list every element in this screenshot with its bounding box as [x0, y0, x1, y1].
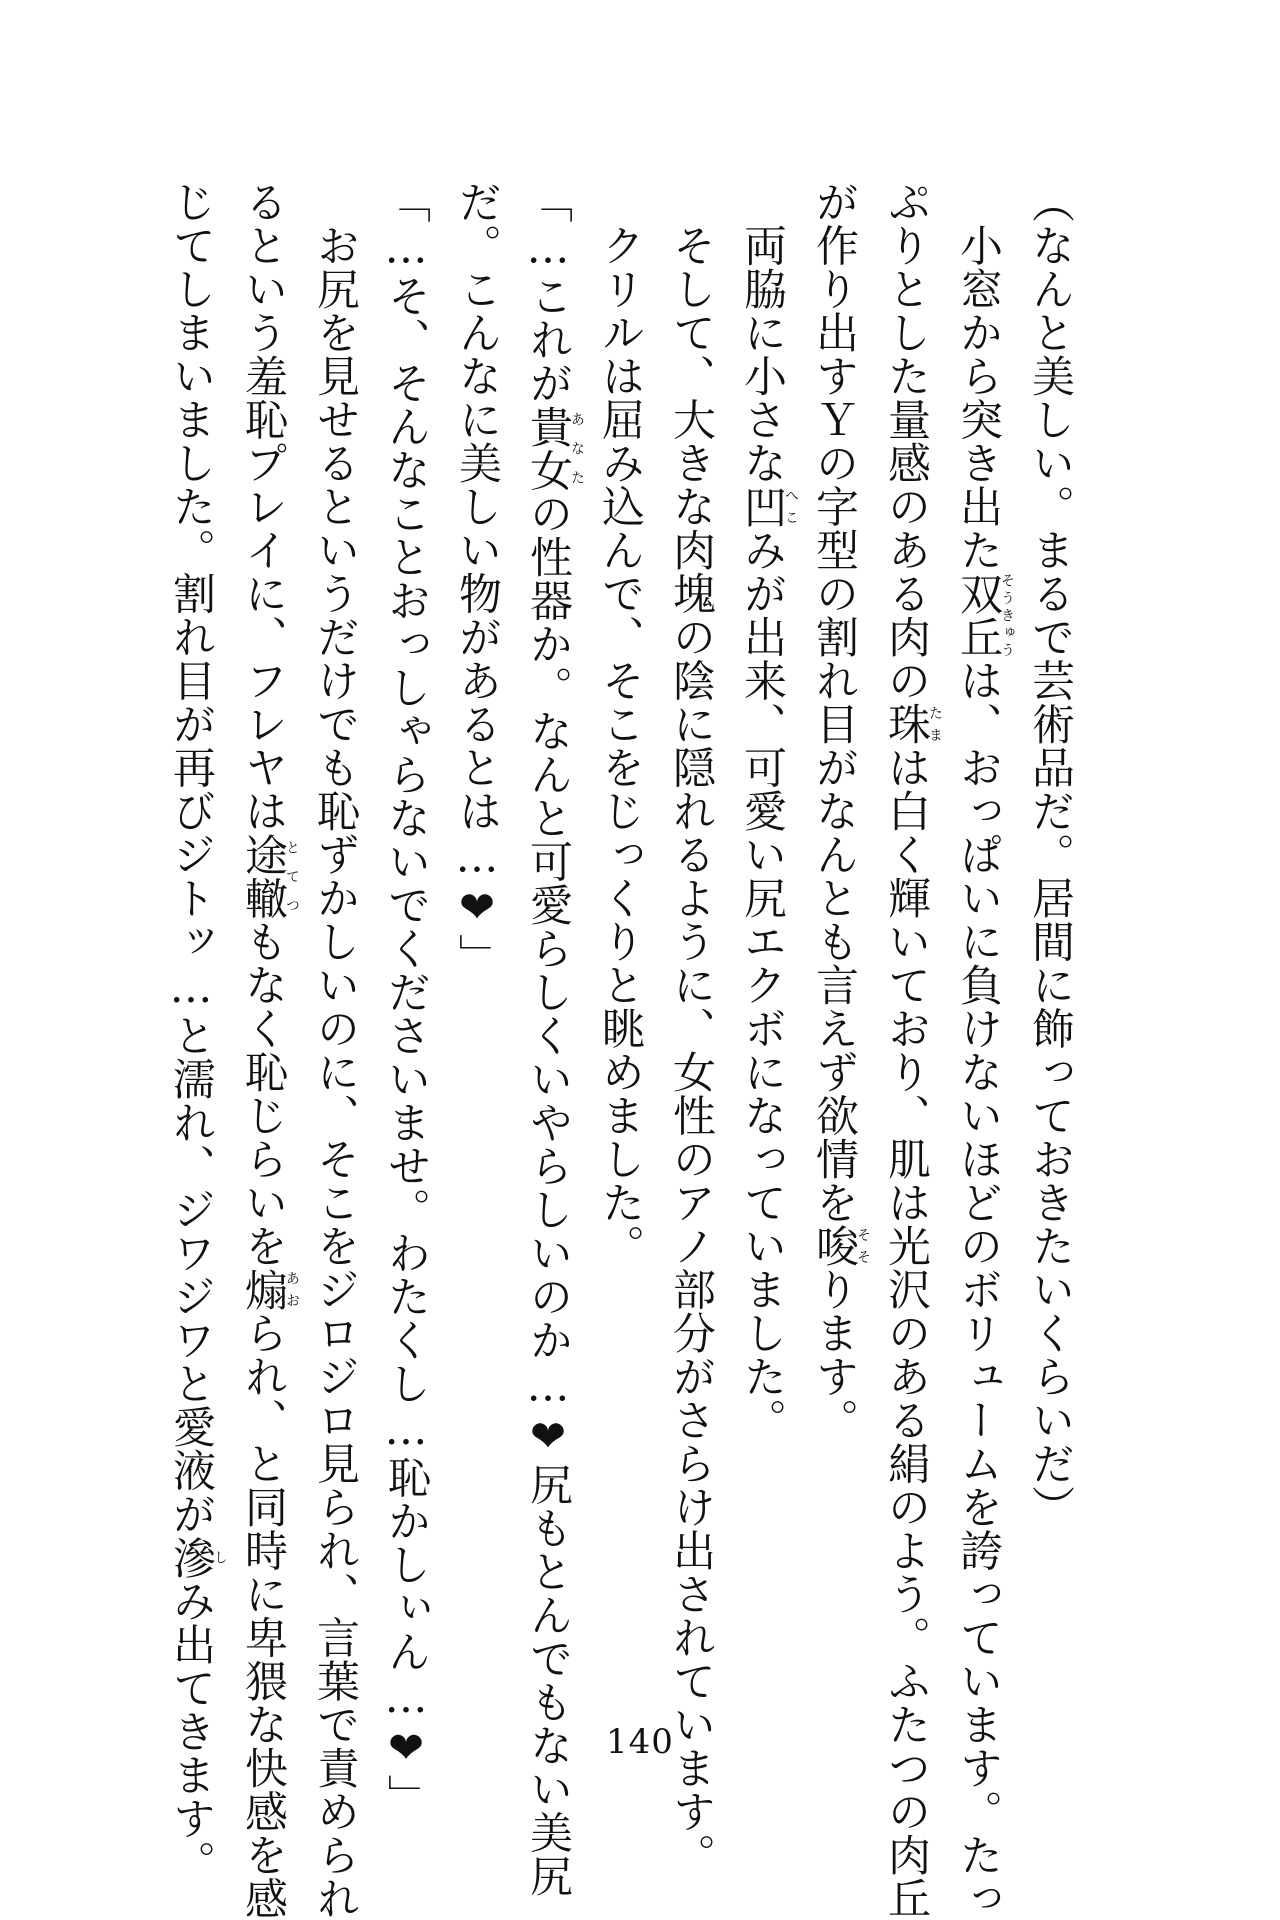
- ruby-reading: とてつ: [284, 833, 300, 920]
- text-line: [299, 180, 370, 1650]
- heart-icon: ❤: [452, 883, 502, 934]
- text-segment: じてしまいました。割れ目が再びジトッ…と濡れ、ジワジワと愛液が: [166, 180, 216, 1536]
- ruby-word: [523, 405, 573, 492]
- text-segment: （なんと美しい。まるで芸術品だ。居間に飾っておきたいくらいだ）: [1025, 180, 1075, 1529]
- text-segment: が作り出すＹの字型の割れ目がなんとも言えず欲情を: [809, 180, 859, 1224]
- text-line: [942, 180, 1014, 1650]
- text-segment: 」: [381, 1774, 431, 1818]
- text-segment: 尻もとんでもない美尻: [523, 1463, 573, 1898]
- ruby-base: 双丘: [953, 572, 1003, 659]
- text-line: [1014, 180, 1085, 1650]
- text-line: [441, 180, 512, 1650]
- text-segment: 両脇に小さな: [737, 180, 787, 485]
- ruby-base: 貴女: [523, 405, 573, 492]
- text-line: [370, 180, 441, 1650]
- text-segment: 「…そ、そんなことおっしゃらないでくださいませ。わたくし…恥かしぃん…: [381, 180, 431, 1724]
- ruby-base: 唆: [809, 1224, 859, 1268]
- text-segment: られ、と同時に卑猥な快感を感: [238, 1311, 288, 1920]
- ruby-word: [238, 1268, 288, 1312]
- text-line: [870, 180, 942, 1650]
- vertical-text-block: [155, 180, 1085, 1650]
- text-segment: の性器か。なんと可愛らしくいやらしいのか…: [523, 492, 573, 1413]
- text-line: [584, 180, 655, 1650]
- text-segment: もなく恥じらいを: [238, 920, 288, 1268]
- ruby-reading: し: [212, 1536, 228, 1580]
- ruby-word: [238, 833, 288, 920]
- text-line: [726, 180, 798, 1650]
- text-segment: お尻を見せるというだけでも恥ずかしいのに、そこをジロジロ見られ、言葉で責められ: [310, 180, 360, 1920]
- page-number: 140: [0, 1722, 1280, 1762]
- ruby-base: 凹: [737, 485, 787, 529]
- text-segment: そして、大きな肉塊の陰に隠れるように、女性のアノ部分がさらけ出されています。: [666, 180, 716, 1877]
- ruby-reading: あお: [284, 1268, 300, 1312]
- text-segment: み出てきます。: [166, 1579, 216, 1884]
- ruby-reading: たま: [927, 702, 943, 746]
- text-segment: クリルは屈み込んで、そこをじっくりと眺めました。: [595, 180, 645, 1268]
- ruby-base: 煽: [238, 1268, 288, 1312]
- text-segment: は、おっぱいに負けないほどのボリュームを誇っています。たっ: [953, 659, 1003, 1920]
- text-segment: ります。: [809, 1268, 859, 1442]
- ruby-reading: あなた: [569, 405, 585, 492]
- ruby-reading: そそ: [855, 1224, 871, 1268]
- ruby-base: 珠: [881, 702, 931, 746]
- ruby-word: [166, 1536, 216, 1580]
- ruby-word: [881, 702, 931, 746]
- text-line: [655, 180, 726, 1650]
- ruby-word: [809, 1224, 859, 1268]
- text-line: [155, 180, 227, 1650]
- ruby-word: [737, 485, 787, 529]
- text-segment: 小窓から突き出た: [953, 180, 1003, 572]
- ruby-base: 途轍: [238, 833, 288, 920]
- ruby-word: [953, 572, 1003, 659]
- ruby-base: 滲: [166, 1536, 216, 1580]
- text-segment: 「…これが: [523, 180, 573, 405]
- ruby-reading: へこ: [783, 485, 799, 529]
- text-line: [512, 180, 584, 1650]
- text-segment: みが出来、可愛い尻エクボになっていました。: [737, 528, 787, 1442]
- ruby-reading: そうきゅう: [999, 572, 1015, 659]
- text-segment: は白く輝いており、肌は光沢のある絹のよう。ふたつの肉丘: [881, 746, 931, 1920]
- text-line: [227, 180, 299, 1650]
- text-line: [798, 180, 870, 1650]
- text-segment: だ。こんなに美しい物があるとは…: [452, 180, 502, 883]
- heart-icon: ❤: [523, 1412, 573, 1463]
- text-segment: るという羞恥プレイに、フレヤは: [238, 180, 288, 833]
- heart-icon: ❤: [381, 1724, 431, 1775]
- text-segment: ぷりとした量感のある肉の: [881, 180, 931, 702]
- text-segment: 」: [452, 934, 502, 978]
